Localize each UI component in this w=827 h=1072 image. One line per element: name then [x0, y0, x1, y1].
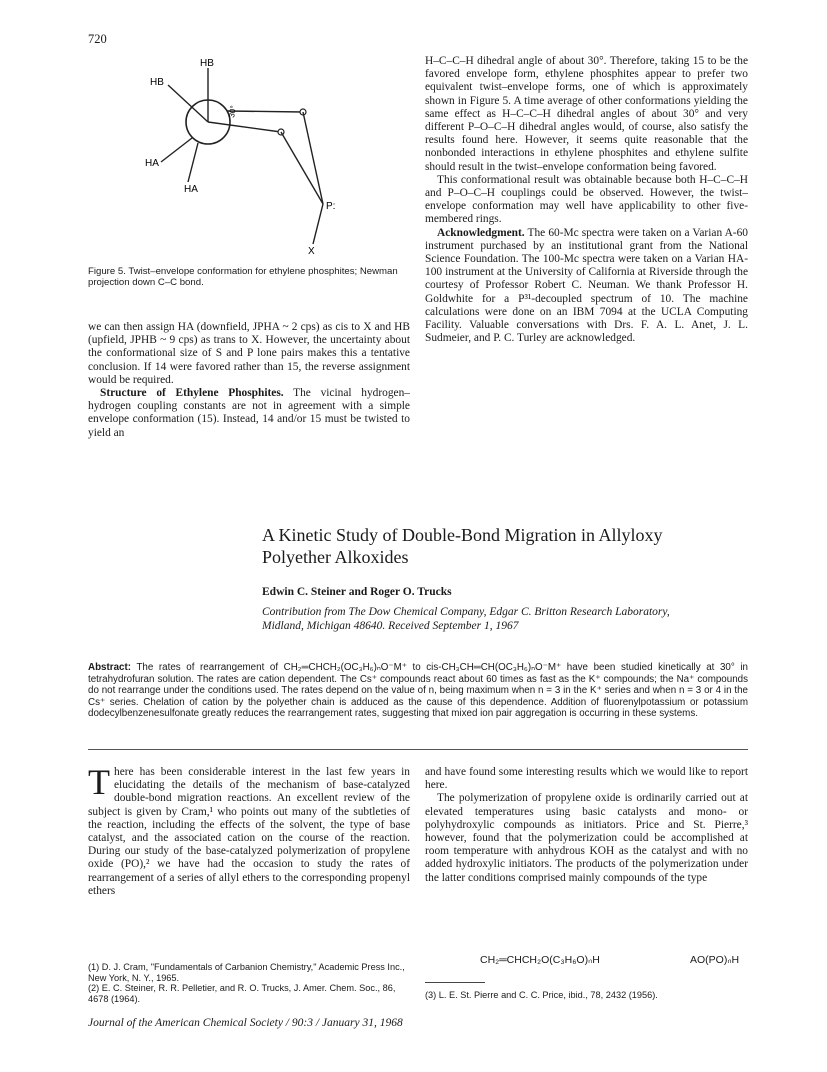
figure-newman-projection	[88, 52, 418, 280]
formula-ao: AO(PO)ₙH	[690, 954, 740, 966]
figure-caption	[88, 266, 414, 288]
left-column-top	[88, 321, 410, 440]
front-bond-right	[208, 122, 281, 132]
rear-bond-right	[227, 111, 303, 112]
footnotes-right	[425, 990, 748, 1001]
right-top-paragraph-1: H–C–C–H dihedral angle of about 30°. Therefore, taking 15 to be the favored envelope form, ethylene phosphites appear to prefer two equivalent twist–envelope forms, one of which is approximately shown in Figure 5. A time average of other conformations yielding the same effect as H–C–C–H dihedral angles of about 30° and very different P–O–C–H dihedral angles would, of course, also satisfy the results found here. However, it seems quite reasonable that the nonbonded interactions in ethylene phosphites and ethylene sulfite should result in the twist–envelope conformation being favored.	[425, 55, 748, 173]
footnote-1: (1) D. J. Cram, "Fundamentals of Carbanion Chemistry," Academic Press Inc., New York, N. Y., 1965.	[88, 962, 405, 983]
body-right-paragraph-1: and have found some interesting results which we would like to report here.	[425, 766, 748, 792]
left-top-paragraph-1: we can then assign HA (downfield, JPHA ~ 2 cps) as cis to X and HB (upfield, JPHB ~ 9 cps) as trans to X. However, the uncertainty about the conformational size of S and P lone pairs makes this a tentative conclusion. If 14 were favored rather than 15, the reverse assignment would be required.	[88, 321, 410, 386]
ring-bond-op2	[303, 112, 323, 204]
abstract	[88, 662, 748, 720]
label-ha-left: HA	[145, 158, 159, 169]
footnote-divider	[425, 982, 485, 983]
page-number: 720	[88, 32, 107, 46]
footnote-2: (2) E. C. Steiner, R. R. Pelletier, and R. O. Trucks, J. Amer. Chem. Soc., 86, 4678 (1964).	[88, 983, 396, 1004]
right-top-paragraph-2: This conformational result was obtainable because both H–C–C–H and P–O–C–H couplings could be observed. However, the twist–envelope conformation may well have applicability to other five-membered rings.	[425, 173, 748, 226]
acknowledgment-heading: Acknowledgment.	[437, 226, 525, 239]
formula-allyl: CH₂═CHCH₂O(C₃H₆O)ₙH	[480, 954, 600, 966]
journal-footer: Journal of the American Chemical Society / 90:3 / January 31, 1968	[88, 1017, 403, 1029]
figure-caption-label: Figure 5.	[88, 266, 126, 277]
label-x: X	[308, 246, 315, 257]
label-p: P:	[326, 201, 336, 212]
abstract-divider	[88, 749, 748, 750]
acknowledgment-text: The 60-Mc spectra were taken on a Varian A-60 instrument purchased by an institutional grant from the National Science Foundation. The 100-Mc spectra were taken on a Varian HA-100 instrument at the University of California at Riverside through the courtesy of Professor Robert C. Neuman. We thank Professor H. Goldwhite for a P³¹-decoupled spectrum of 10. The machine calculations were done on an IBM 7094 at the UCLA Computing Facility. Valuable conversations with Drs. F. A. L. Anet, J. L. Sudmeier, and P. C. Turley are acknowledged.	[425, 226, 748, 345]
rear-bond-down	[188, 143, 198, 182]
article-title: A Kinetic Study of Double-Bond Migration in Allyloxy Polyether Alkoxides	[262, 525, 663, 567]
structure-heading: Structure of Ethylene Phosphites.	[100, 387, 284, 400]
acknowledgment-paragraph	[425, 227, 748, 346]
footnotes-left	[88, 962, 410, 1004]
abstract-text: The rates of rearrangement of CH₂═CHCH₂(OC₃H₆)ₙO⁻M⁺ to cis-CH₃CH═CH(OC₃H₆)ₙO⁻M⁺ have been studied kinetically at 30° in tetrahydrofuran solution. The rates are cation dependent. The Cs⁺ compounds react about 60 times as fast as the K⁺ compounds; the Na⁺ compounds do not rearrange under the conditions used. The rates depend on the value of n, being maximum when n = 3 in the K⁺ series and when n = 3 or 4 in the Cs⁺ series. Chelation of cation by the polyether chain is adduced as the cause of this dependence. Addition of fluorenylpotassium or potassium dodecylbenzenesulfonate greatly reduces the rearrangement rates, suggesting that mixed ion pair aggregation is occurring in these systems.	[88, 662, 749, 720]
intro-paragraph	[88, 762, 410, 898]
left-column-body	[88, 762, 410, 898]
label-hb-top: HB	[200, 58, 214, 69]
body-right-paragraph-2: The polymerization of propylene oxide is ordinarily carried out at elevated temperatures using basic catalysts and mono- or polyhydroxylic compounds as initiators. Price and St. Pierre,³ however, found that the polymerization could be accomplished at room temperature with anhydrous KOH as the catalyst and with no added hydroxylic initiators. The products of the polymerization under the latter conditions comprised mainly compounds of the type	[425, 792, 748, 884]
structure-text: The vicinal hydrogen–hydrogen coupling constants are not in agreement with a simple envelope conformation (15). Instead, 14 and/or 15 must be twisted to yield an	[88, 387, 410, 439]
rear-bond-left	[161, 138, 192, 162]
label-hb-left: HB	[150, 77, 164, 88]
right-column-top	[425, 55, 748, 345]
figure-caption-text: Twist–envelope conformation for ethylene phosphites; Newman projection down C–C bond.	[88, 266, 398, 288]
abstract-label: Abstract:	[88, 662, 132, 673]
p-x-bond	[313, 204, 323, 244]
intro-text: here has been considerable interest in the last few years in elucidating the details of the mechanism of base-catalyzed double-bond migration reactions. An excellent review of the subject is given by Cram,¹ who points out many of the subtleties of the reaction, including the effects of the solvent, the type of base catalyst, and the associated cation on the course of the reaction. During our study of the base-catalyzed polymerization of propylene oxide (PO),² we have had the occasion to study the rates of rearrangement of a series of allyl ethers to the corresponding propenyl ethers	[88, 766, 410, 897]
label-ha-bottom: HA	[184, 184, 198, 195]
structure-paragraph	[88, 387, 410, 440]
front-bond-left	[168, 85, 208, 122]
article-affiliation: Contribution from The Dow Chemical Company, Edgar C. Britton Research Laboratory, Midland, Michigan 48640. Received September 1, 1967	[262, 606, 670, 632]
drop-cap: T	[88, 762, 110, 802]
footnote-3: (3) L. E. St. Pierre and C. C. Price, ibid., 78, 2432 (1956).	[425, 990, 658, 1000]
right-column-body	[425, 766, 748, 885]
label-angle: 30°	[227, 104, 239, 119]
ring-bond-op1	[281, 132, 323, 204]
newman-projection-svg	[88, 52, 418, 280]
article-authors: Edwin C. Steiner and Roger O. Trucks	[262, 586, 452, 598]
